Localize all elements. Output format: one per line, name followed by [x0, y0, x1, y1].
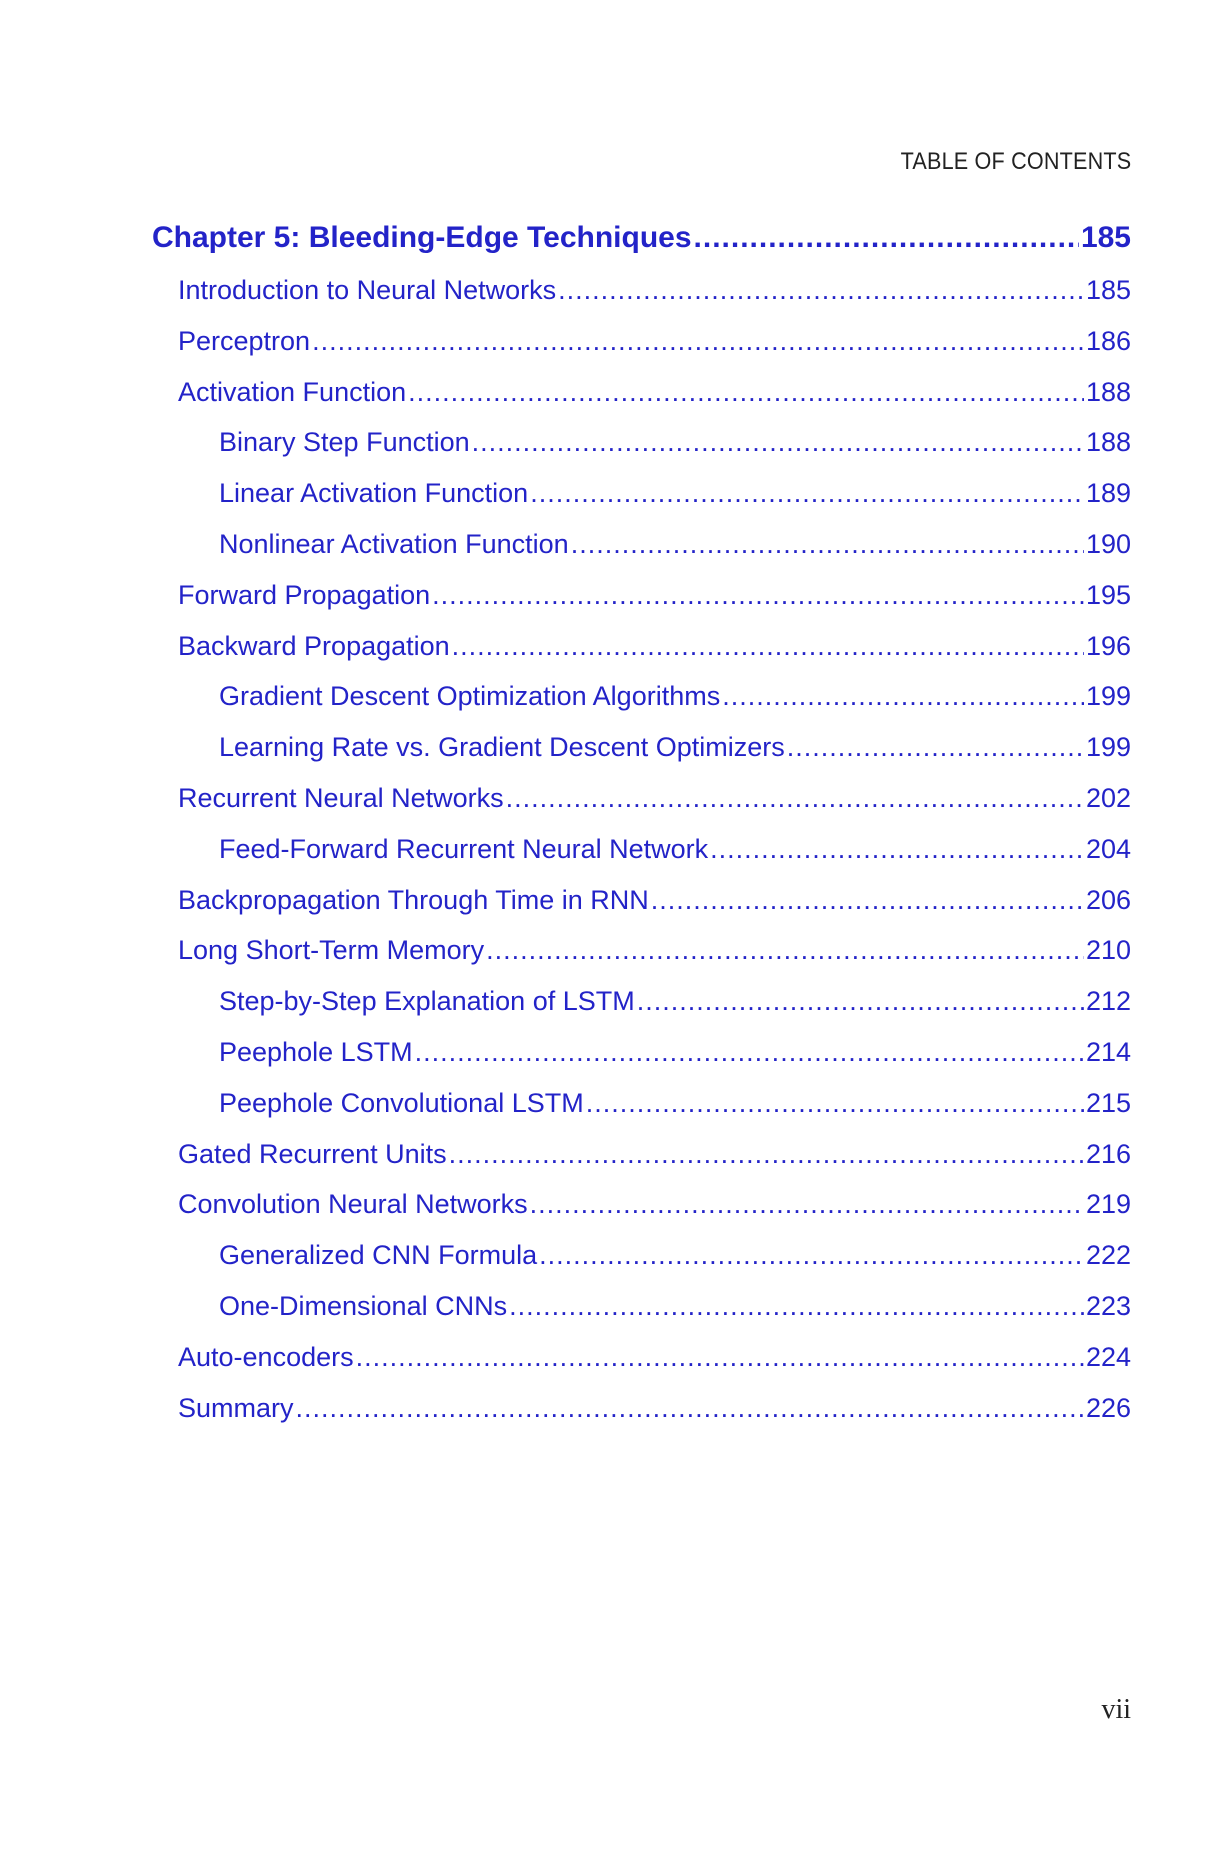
- dot-leader: [586, 1078, 1084, 1129]
- dot-leader: [509, 1281, 1084, 1332]
- toc-entry[interactable]: [152, 875, 1131, 926]
- toc-entry[interactable]: [152, 468, 1131, 519]
- dot-leader: [472, 417, 1084, 468]
- toc-entry[interactable]: [152, 1129, 1131, 1180]
- toc-entry[interactable]: [152, 1179, 1131, 1230]
- toc-entry-page: 185: [1085, 275, 1131, 305]
- toc-entry-page: 219: [1085, 1189, 1131, 1220]
- toc-entry-title: Binary Step Function: [219, 427, 470, 458]
- toc-entry[interactable]: [152, 367, 1131, 418]
- dot-leader: [710, 824, 1084, 875]
- dot-leader: [787, 722, 1084, 773]
- toc-entry-page: 186: [1085, 325, 1131, 356]
- dot-leader: [506, 773, 1084, 824]
- toc-entry[interactable]: [152, 976, 1131, 1027]
- dot-leader: [558, 265, 1084, 316]
- toc-entry-page: 212: [1085, 986, 1131, 1017]
- dot-leader: [530, 1179, 1084, 1230]
- toc-entry-page: 190: [1085, 528, 1131, 559]
- toc-entry-title: Chapter 5: Bleeding-Edge Techniques: [152, 221, 692, 254]
- toc-entry-title: Convolution Neural Networks: [178, 1189, 528, 1220]
- toc-entry-title: Learning Rate vs. Gradient Descent Optimizers: [219, 732, 785, 763]
- toc-entry[interactable]: [152, 1332, 1131, 1383]
- toc-entry-title: Nonlinear Activation Function: [219, 528, 569, 559]
- toc-entry-page: 216: [1085, 1138, 1131, 1169]
- dot-leader: [408, 367, 1084, 418]
- dot-leader: [312, 316, 1084, 367]
- toc-entry-title: Recurrent Neural Networks: [178, 782, 504, 813]
- toc-entry-title: Auto-encoders: [178, 1341, 354, 1372]
- toc-entry[interactable]: [152, 417, 1131, 468]
- page-number: vii: [1101, 1694, 1131, 1725]
- toc-entry[interactable]: [152, 519, 1131, 570]
- dot-leader: [571, 519, 1084, 570]
- toc-entry-title: Gated Recurrent Units: [178, 1138, 447, 1169]
- toc-entry-title: Summary: [178, 1392, 294, 1423]
- dot-leader: [651, 875, 1084, 926]
- toc-entry-page: 215: [1085, 1087, 1131, 1118]
- toc-entry-page: 199: [1085, 681, 1131, 712]
- dot-leader: [449, 1129, 1084, 1180]
- table-of-contents: [152, 210, 1131, 1433]
- toc-entry-title: Perceptron: [178, 325, 311, 356]
- dot-leader: [356, 1332, 1084, 1383]
- dot-leader: [452, 621, 1084, 672]
- toc-entry[interactable]: [152, 1281, 1131, 1332]
- dot-leader: [722, 671, 1084, 722]
- toc-entry-page: 196: [1085, 630, 1131, 661]
- dot-leader: [432, 570, 1084, 621]
- toc-entry[interactable]: [152, 621, 1131, 672]
- toc-entry-page: 214: [1085, 1036, 1131, 1067]
- toc-entry-page: 210: [1085, 935, 1131, 966]
- toc-entry[interactable]: [152, 671, 1131, 722]
- dot-leader: [694, 210, 1079, 265]
- toc-entry-title: Forward Propagation: [178, 579, 431, 610]
- toc-entry-page: 226: [1085, 1392, 1131, 1423]
- toc-entry-title: Introduction to Neural Networks: [178, 275, 557, 305]
- toc-entry-page: 202: [1085, 782, 1131, 813]
- toc-entry-page: 222: [1085, 1240, 1131, 1271]
- toc-entry-page: 224: [1085, 1341, 1131, 1372]
- toc-entry-page: 199: [1085, 732, 1131, 763]
- dot-leader: [539, 1230, 1084, 1281]
- toc-entry-title: Backward Propagation: [178, 630, 450, 661]
- toc-entry[interactable]: [152, 1383, 1131, 1434]
- toc-entry[interactable]: [152, 1027, 1131, 1078]
- dot-leader: [296, 1383, 1084, 1434]
- toc-entry-page: 188: [1085, 427, 1131, 458]
- toc-entry-page: 206: [1085, 884, 1131, 915]
- toc-entry-page: 185: [1080, 221, 1131, 254]
- toc-entry-title: Activation Function: [178, 376, 407, 407]
- toc-entry-page: 189: [1085, 478, 1131, 509]
- dot-leader: [486, 925, 1084, 976]
- toc-entry-page: 195: [1085, 579, 1131, 610]
- toc-entry-title: Linear Activation Function: [219, 478, 529, 509]
- toc-entry-title: Gradient Descent Optimization Algorithms: [219, 681, 721, 712]
- dot-leader: [637, 976, 1084, 1027]
- toc-entry-title: Backpropagation Through Time in RNN: [178, 884, 649, 915]
- toc-entry-page: 204: [1085, 833, 1131, 864]
- toc-entry-title: Generalized CNN Formula: [219, 1240, 538, 1271]
- toc-entry-title: Peephole LSTM: [219, 1036, 413, 1067]
- dot-leader: [530, 468, 1084, 519]
- toc-entry-title: Feed-Forward Recurrent Neural Network: [219, 833, 709, 864]
- toc-entry[interactable]: [152, 316, 1131, 367]
- running-head: TABLE OF CONTENTS: [900, 148, 1131, 175]
- toc-entry[interactable]: [152, 265, 1131, 316]
- toc-entry-page: 188: [1085, 376, 1131, 407]
- toc-entry-page: 223: [1085, 1290, 1131, 1321]
- toc-entry-title: Peephole Convolutional LSTM: [219, 1087, 584, 1118]
- toc-entry[interactable]: [152, 925, 1131, 976]
- dot-leader: [415, 1027, 1084, 1078]
- toc-entry-title: One-Dimensional CNNs: [219, 1290, 508, 1321]
- toc-chapter-entry[interactable]: [152, 210, 1131, 265]
- toc-entry-title: Long Short-Term Memory: [178, 935, 485, 966]
- toc-entry-title: Step-by-Step Explanation of LSTM: [219, 986, 635, 1017]
- toc-entry[interactable]: [152, 722, 1131, 773]
- toc-entry-list: [152, 265, 1131, 1433]
- toc-entry[interactable]: [152, 1230, 1131, 1281]
- toc-entry[interactable]: [152, 1078, 1131, 1129]
- toc-entry[interactable]: [152, 824, 1131, 875]
- toc-entry[interactable]: [152, 570, 1131, 621]
- toc-entry[interactable]: [152, 773, 1131, 824]
